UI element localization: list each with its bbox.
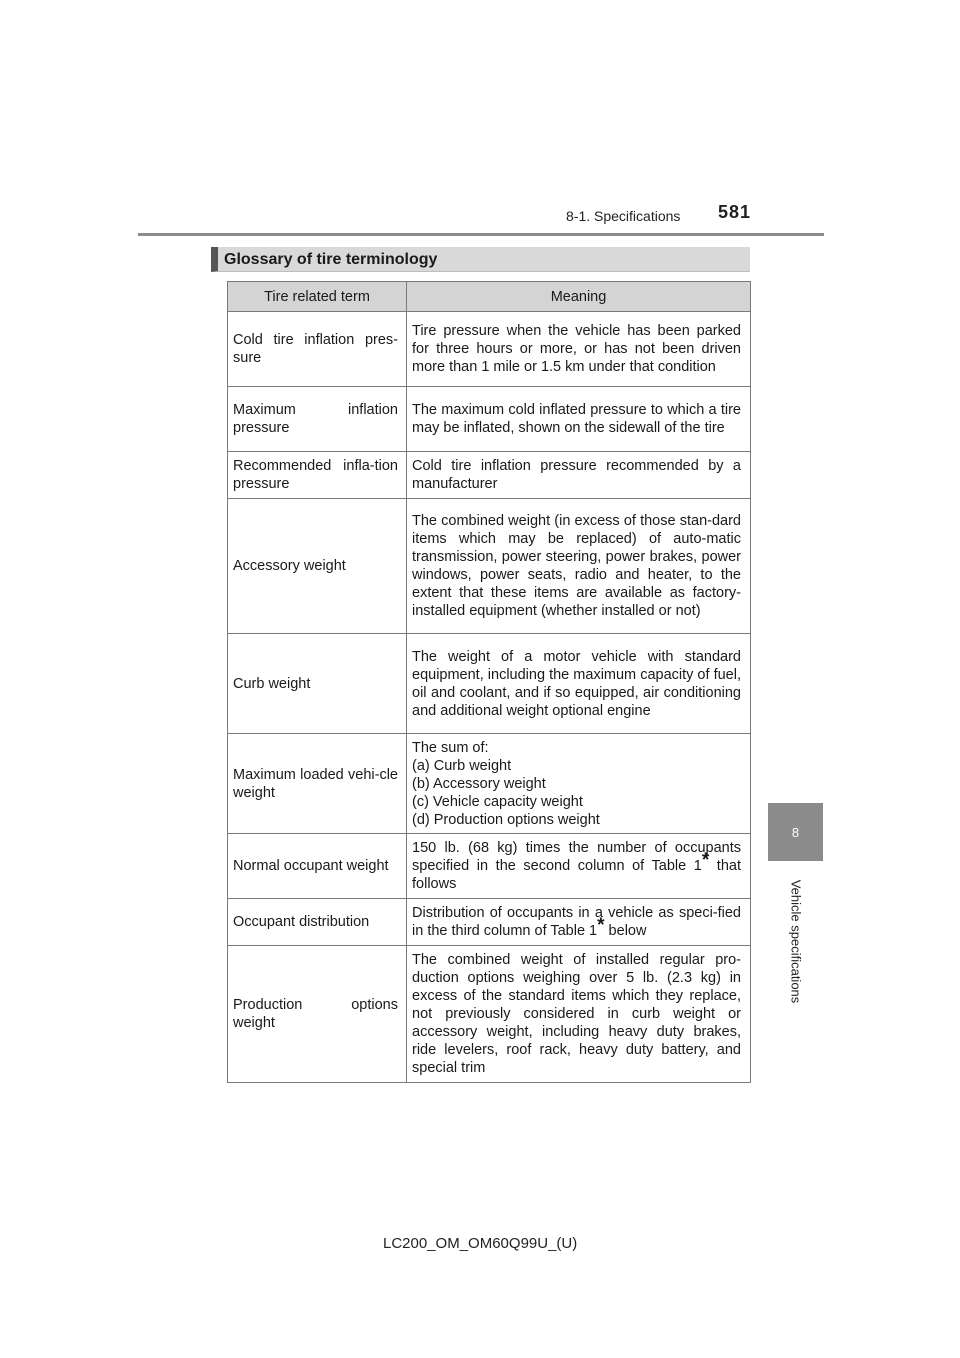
table-row — [228, 899, 751, 946]
page-number: 581 — [718, 202, 752, 222]
table-row — [228, 946, 751, 1083]
column-header-meaning: Meaning — [407, 282, 751, 312]
meaning-cell: Tire pressure when the vehicle has been parked for three hours or more, or has not been driven more than 1 mile or 1.5 km under that condition — [407, 312, 751, 387]
term-cell: Curb weight — [228, 634, 407, 734]
table-row — [228, 452, 751, 499]
meaning-text: 150 lb. (68 kg) times the number of occupants specified in the second column of Table 1 — [412, 840, 741, 874]
term-cell: Recommended infla-tion pressure — [228, 452, 407, 499]
meaning-line: The sum of: — [412, 739, 489, 756]
meaning-cell — [407, 734, 751, 834]
meaning-text: below — [604, 923, 647, 939]
table-row — [228, 834, 751, 899]
tire-terminology-table — [227, 281, 751, 1083]
term-cell: Accessory weight — [228, 499, 407, 634]
table-row — [228, 634, 751, 734]
footnote-asterisk: * — [597, 915, 605, 936]
meaning-cell: The combined weight (in excess of those stan-dard items which may be replaced) of auto-matic transmission, power steering, power brakes, power windows, power seats, radio and heater, to the extent that these items are available as factory-installed equipment (whether installed or not) — [407, 499, 751, 634]
meaning-cell: The maximum cold inflated pressure to which a tire may be inflated, shown on the sidewall of the tire — [407, 387, 751, 452]
meaning-line: (b) Accessory weight — [412, 775, 546, 792]
meaning-text: that follows — [412, 858, 741, 892]
meaning-line: (d) Production options weight — [412, 811, 600, 828]
term-cell: Occupant distribution — [228, 899, 407, 946]
chapter-tab — [768, 803, 823, 861]
meaning-cell — [407, 834, 751, 899]
meaning-cell — [407, 899, 751, 946]
header-divider — [138, 233, 824, 236]
term-cell: Normal occupant weight — [228, 834, 407, 899]
document-code: LC200_OM_OM60Q99U_(U) — [383, 1235, 578, 1252]
table-row — [228, 387, 751, 452]
table-row — [228, 499, 751, 634]
term-cell: Cold tire inflation pres-sure — [228, 312, 407, 387]
table-header-row — [228, 282, 751, 312]
chapter-title: Vehicle specifications — [788, 879, 804, 1003]
header-section-title: 8-1. Specifications — [566, 208, 681, 224]
meaning-cell: The weight of a motor vehicle with standard equipment, including the maximum capacity of fuel, oil and coolant, and if so equipped, air conditioning and additional weight optional engine — [407, 634, 751, 734]
table-row — [228, 734, 751, 834]
term-cell: Production options weight — [228, 946, 407, 1083]
term-cell: Maximum inflation pressure — [228, 387, 407, 452]
table-row — [228, 312, 751, 387]
column-header-term: Tire related term — [228, 282, 407, 312]
section-heading: Glossary of tire terminology — [211, 247, 750, 272]
meaning-cell: The combined weight of installed regular pro-duction options weighing over 5 lb. (2.3 kg) in excess of the standard items which they replace, not previously considered in curb weight or accessory weight, including heavy duty brakes, ride levelers, roof rack, heavy duty battery, and special trim — [407, 946, 751, 1083]
meaning-cell: Cold tire inflation pressure recommended by a manufacturer — [407, 452, 751, 499]
meaning-line: (c) Vehicle capacity weight — [412, 793, 583, 810]
meaning-line: (a) Curb weight — [412, 757, 512, 774]
footnote-asterisk: * — [701, 850, 710, 871]
meaning-text: Distribution of occupants in a vehicle as speci-fied in the third column of Table 1 — [412, 905, 741, 939]
term-cell: Maximum loaded vehi-cle weight — [228, 734, 407, 834]
chapter-side-label — [768, 861, 823, 1021]
chapter-number: 8 — [791, 824, 800, 840]
